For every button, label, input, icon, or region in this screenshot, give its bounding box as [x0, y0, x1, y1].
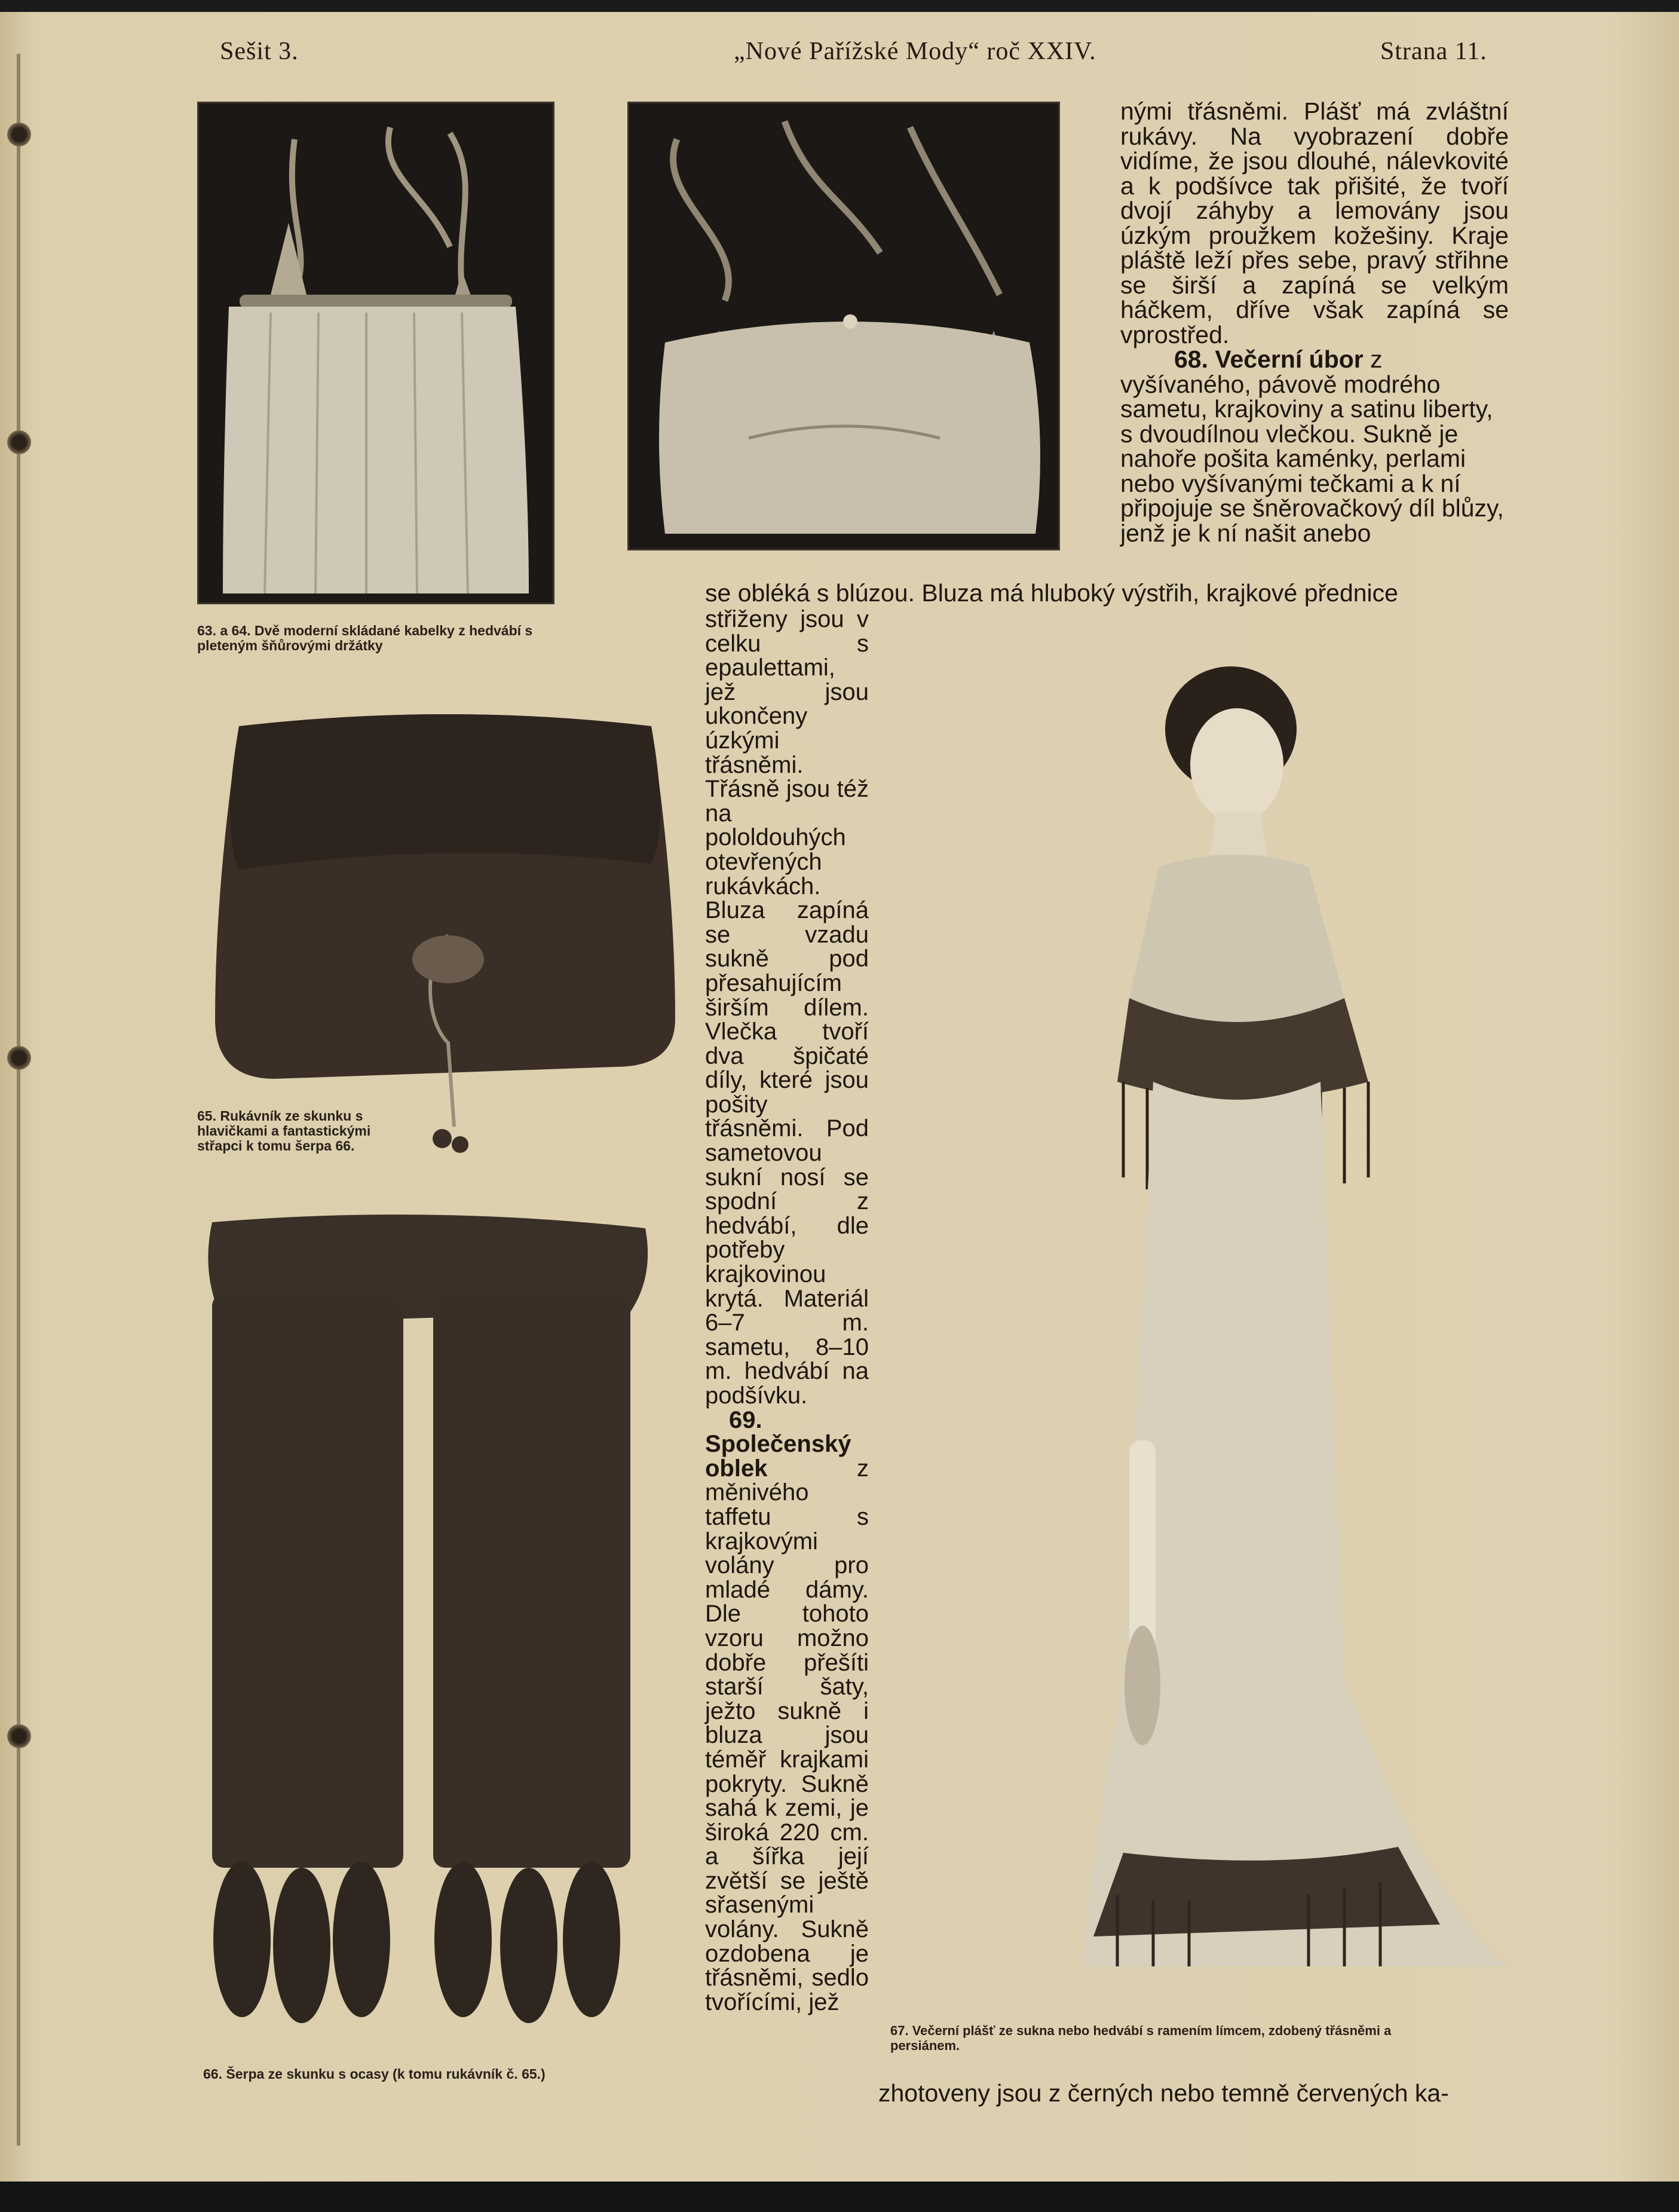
caption-muff: 65. Rukávník ze skunku s hlavičkami a fantastickými střapci k tomu šerpa 66.	[197, 1108, 371, 1154]
header-page-number: Strana 11.	[1380, 38, 1487, 65]
item-68-heading: 68. Večerní úbor	[1174, 345, 1364, 373]
item-68-body: z vyšívaného, pávově modrého sametu, krajkoviny a satinu liberty, s dvoudílnou vlečkou. Sukně je nahoře pošita kaménky, perlami nebo vyšívanými tečkami a k ní připojuje se šněrovačkový díl blůzy, jenž je k ní našit anebo	[1120, 345, 1504, 547]
bottom-text-line: zhotoveny jsou z černých nebo temně červených ka-	[878, 2079, 1449, 2107]
paragraph-item-68	[1120, 347, 1509, 546]
paragraph-item-69	[705, 1408, 869, 2015]
scan-top-border	[0, 0, 1679, 12]
caption-stole: 66. Šerpa ze skunku s ocasy (k tomu rukávník č. 65.)	[203, 2066, 546, 2082]
photo-bag-64	[627, 102, 1060, 550]
bag-64-illustration	[629, 103, 1058, 549]
item-69-heading: 69. Společenský oblek	[705, 1406, 851, 1482]
paragraph-item-68-continued: střiženy jsou v celku s epaulettami, jež jsou ukončeny úzkými třásněmi. Třásně jsou též na pololdouhých otevřených rukávkách. Bluza zapíná se vzadu sukně pod přesahujícím širším dílem. Vlečka tvoří dva špičaté díly, které jsou pošity třásněmi. Pod sametovou sukní nosí se spodní z hedvábí, dle potřeby krajkovinou krytá. Materiál 6–7 m. sametu, 8–10 m. hedvábí na podšívku.	[705, 606, 869, 1409]
photo-muff-65	[197, 708, 693, 1162]
binding-hole	[7, 1046, 31, 1070]
binding-hole	[7, 123, 31, 146]
header-section: Sešit 3.	[220, 38, 299, 65]
caption-bags: 63. a 64. Dvě moderní skládané kabelky z hedvábí s pleteným šňůrovými držátky	[197, 623, 533, 653]
photo-bag-63	[197, 102, 554, 604]
muff-illustration	[197, 708, 693, 1162]
caption-cloak: 67. Večerní plášť ze sukna nebo hedvábí s ramením límcem, zdobený třásněmi a persiánem.	[890, 2023, 1392, 2053]
woman-illustration	[1010, 663, 1518, 1996]
right-column-text	[1120, 99, 1509, 546]
stole-illustration	[200, 1204, 657, 2023]
item-69-body: z měnivého taffetu s krajkovými volány pro mladé dámy. Dle tohoto vzoru možno dobře přešíti starší šaty, ježto sukně i bluza jsou téměř krajkami pokryty. Sukně sahá k zemi, je široká 220 cm. a šířka její zvětší se ještě sřasenými volány. Sukně ozdobena je třásněmi, sedlo tvořícími, jež	[705, 1455, 869, 2015]
binding-hole	[7, 1724, 31, 1748]
scan-bottom-border	[0, 2182, 1679, 2212]
binding-edge	[17, 54, 20, 2146]
binding-hole	[7, 430, 31, 454]
photo-stole-66	[200, 1204, 657, 2023]
illustration-cloak-67	[1010, 663, 1518, 1996]
header-title: „Nové Pařížské Mody“ roč XXIV.	[734, 38, 1096, 65]
bag-63-illustration	[199, 103, 553, 602]
wide-text-line: se obléká s blúzou. Bluza má hluboký výstřih, krajkové přednice	[705, 579, 1398, 607]
narrow-column-text	[705, 607, 869, 2014]
paragraph-cloak-description: nými třásněmi. Plášť má zvláštní rukávy. Na vyobrazení dobře vidíme, že jsou dlouhé, nálevkovité a k podšívce tak přišité, že tvoří dvojí záhyby a lemovány jsou úzkým proužkem kožešiny. Kraje pláště leží přes sebe, pravý střihne se širší a zapíná se velkým háčkem, dříve však zapíná se vprostřed.	[1120, 97, 1509, 348]
